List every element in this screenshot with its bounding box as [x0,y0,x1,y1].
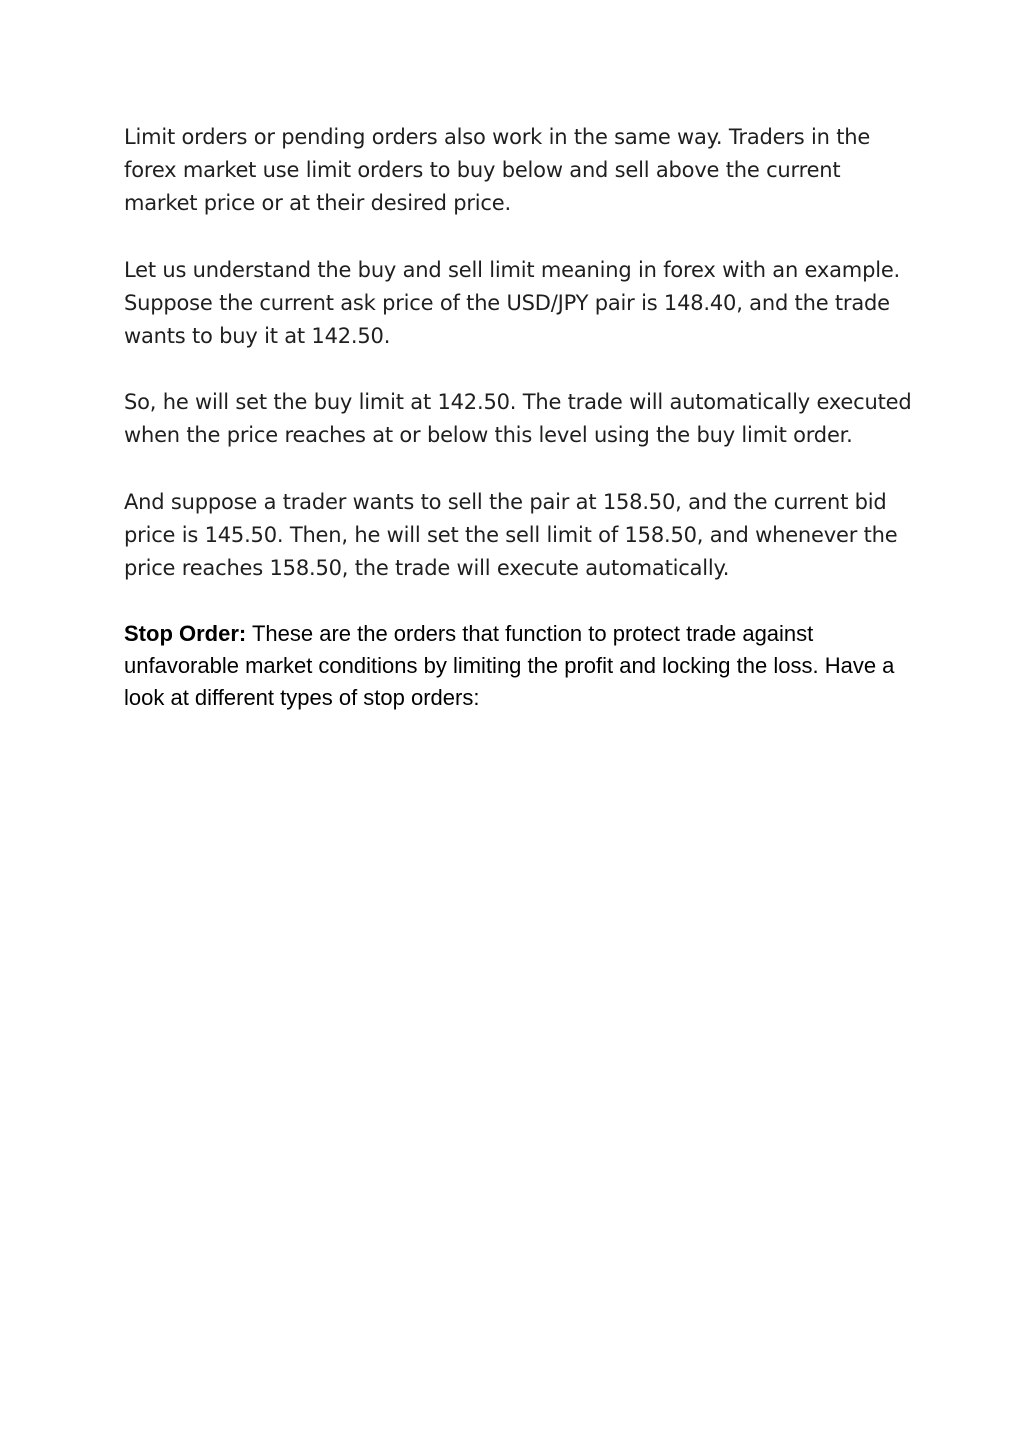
paragraph-buy-limit: So, he will set the buy limit at 142.50. The trade will automatically executed when the price reaches at or below this level using the buy limit order. [124,390,912,448]
stop-order-text: These are the orders that function to protect trade against unfavorable market conditions by limiting the profit and locking the loss. Have a look at different types of stop orders: [124,621,895,711]
paragraph-limit-orders: Limit orders or pending orders also work in the same way. Traders in the forex market use limit orders to buy below and sell above the current market price or at their desired price. [124,125,871,216]
stop-order-label: Stop Order: [124,621,247,647]
document-body [124,121,914,714]
paragraph-sell-limit: And suppose a trader wants to sell the pair at 158.50, and the current bid price is 145.50. Then, he will set the sell limit of 158.50, and whenever the price reaches 158.50, the trade will execute automatically. [124,489,898,581]
paragraph-example: Let us understand the buy and sell limit meaning in forex with an example. Suppose the current ask price of the USD/JPY pair is 148.40, and the trade wants to buy it at 142.50. [124,257,901,349]
paragraph-stop-order [124,618,914,714]
